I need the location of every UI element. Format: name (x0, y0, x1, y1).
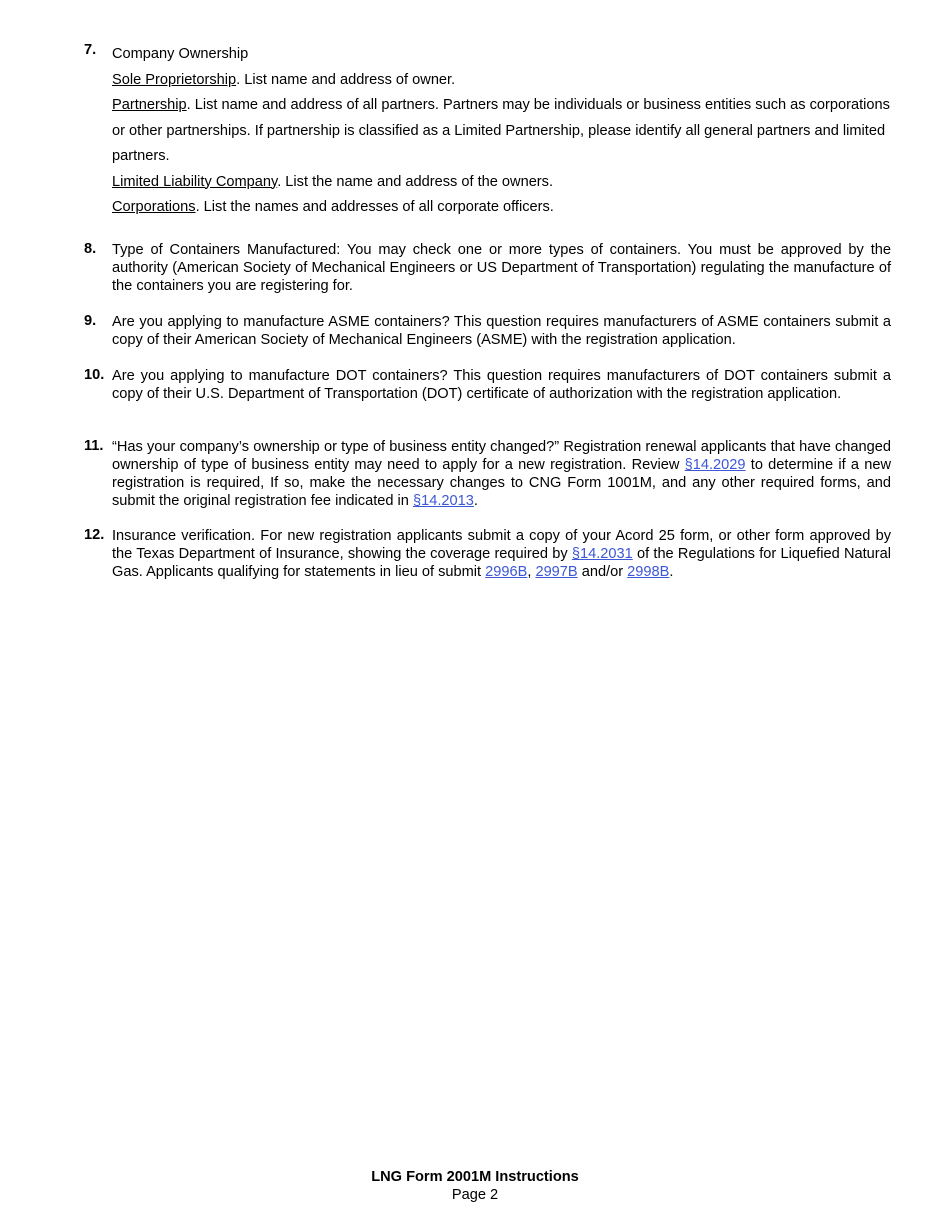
item-10-text: Are you applying to manufacture DOT containers? This question requires manufacturers of DOT containers submit a copy of their U.S. Department of Transportation (DOT) certificate of authorization with the registration application. (112, 368, 891, 402)
corporations-text: . List the names and addresses of all corporate officers. (195, 199, 554, 215)
item-number: 9. (84, 313, 97, 329)
form-2997b-link[interactable]: 2997B (535, 564, 578, 580)
item-8 (84, 241, 891, 295)
item-12 (84, 527, 891, 581)
sole-proprietorship-text: . List name and address of owner. (236, 71, 456, 88)
page-footer (0, 1168, 950, 1204)
corporations-paragraph (112, 195, 891, 221)
section-14-2013-link[interactable]: §14.2013 (412, 493, 474, 509)
item-12-text-b: of the Regulations for Liquefied Natural Gas. Applicants qualifying for statements in lieu of submit (112, 546, 891, 580)
item-8-text: Type of Containers Manufactured: You may check one or more types of containers. You must be approved by the authority (American Society of Mechanical Engineers or US Department of Transportation) regulating the manufacture of the containers you are registering for. (112, 242, 891, 294)
llc-term: Limited Liability Company (112, 173, 278, 190)
page-number: Page 2 (451, 1187, 499, 1203)
form-2998b-link[interactable]: 2998B (627, 564, 670, 580)
item-7-title: Company Ownership (112, 46, 249, 62)
item-9 (84, 313, 891, 349)
item-12-text-d: and/or (577, 564, 628, 580)
sole-proprietorship-term: Sole Proprietorship (112, 71, 237, 88)
partnership-term: Partnership (112, 97, 187, 113)
item-number: 8. (84, 241, 97, 257)
item-7-body (112, 42, 891, 221)
corporations-term: Corporations (112, 199, 196, 215)
item-12-text-e: . (669, 564, 674, 580)
item-12-text-c: , (527, 564, 536, 580)
item-9-text: Are you applying to manufacture ASME containers? This question requires manufacturers of ASME containers submit a copy of their American Society of Mechanical Engineers (ASME) with the registration application. (112, 314, 891, 348)
partnership-text: . List name and address of all partners. Partners may be individuals or business entities such as corporations or other partnerships. If partnership is classified as a Limited Partnership, please identify all general partners and limited partners. (112, 97, 890, 164)
item-number: 10. (84, 367, 105, 383)
llc-text: . List the name and address of the owners. (277, 173, 554, 190)
item-11 (84, 438, 891, 510)
item-number: 11. (84, 438, 104, 454)
llc-paragraph (112, 170, 891, 196)
item-10 (84, 367, 891, 403)
item-number: 7. (84, 42, 97, 58)
item-11-text-a: “Has your company’s ownership or type of business entity changed?” Registration renewal applicants that have changed ownership of type of business entity may need to apply for a new registration. Review (112, 439, 891, 473)
item-7 (84, 42, 891, 221)
item-number: 12. (84, 527, 105, 543)
partnership-paragraph (112, 93, 891, 170)
item-11-text-c: . (473, 493, 478, 509)
sole-proprietorship-paragraph (112, 68, 891, 94)
form-2996b-link[interactable]: 2996B (485, 564, 528, 580)
footer-title: LNG Form 2001M Instructions (371, 1169, 579, 1185)
section-14-2029-link[interactable]: §14.2029 (684, 457, 746, 473)
item-11-body (112, 438, 891, 510)
item-11-text-b: to determine if a new registration is required, If so, make the necessary changes to CNG Form 1001M, and any other required forms, and submit the original registration fee indicated in (112, 457, 891, 509)
item-12-body (112, 527, 891, 581)
item-12-text-a: Insurance verification. For new registration applicants submit a copy of your Acord 25 form, or other form approved by the Texas Department of Insurance, showing the coverage required by (112, 528, 891, 562)
section-14-2031-link[interactable]: §14.2031 (571, 546, 633, 562)
